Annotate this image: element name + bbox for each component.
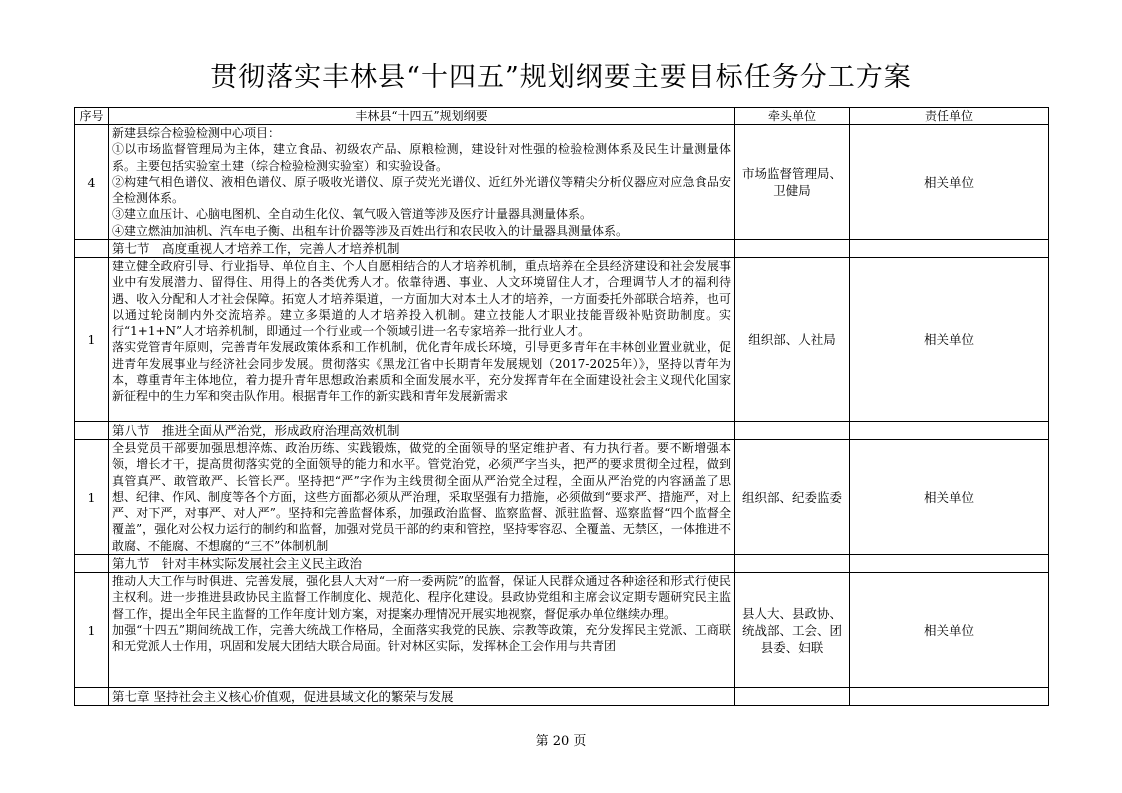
description-paragraph: 建立健全政府引导、行业指导、单位自主、个人自愿相结合的人才培养机制，重点培养在全县经济建设和社会发展事业中有发展潜力、留得住、用得上的各类优秀人才。依靠待遇、事业、人文环境留住人才，合理调节人才的福利待遇、收入分配和人才社会保障。拓宽人才培养渠道，一方面加大对本土人才的培养，一方面委托外部联合培养，也可以通过轮岗制内外交流培养。建立多渠道的人才培养投入机制。建立技能人才职业技能晋级补贴资助制度。实行“1+1+N”人才培养机制，即通过一个行业或一个领域引进一名专家培养一批行业人才。 [112, 259, 731, 339]
section-heading-row [75, 688, 1049, 706]
section-heading-row [75, 240, 1049, 258]
description-paragraph: ②构建气相色谱仪、液相色谱仪、原子吸收光谱仪、原子荧光光谱仪、近红外光谱仪等精尖分析仪器应对应急食品安全检测体系。 [112, 174, 731, 206]
page-title: 贯彻落实丰林县“十四五”规划纲要主要目标任务分工方案 [210, 62, 912, 93]
description-paragraph: ③建立血压计、心脑电图机、全自动生化仪、氧气吸入管道等涉及医疗计量器具测量体系。 [112, 207, 593, 222]
table-header-row [75, 108, 1049, 125]
description-paragraph: ④建立燃油加油机、汽车电子衡、出租车计价器等涉及百姓出行和农民收入的计量器具测量体系。 [112, 223, 629, 238]
section-blank-cell [735, 422, 850, 440]
section-blank-cell [850, 240, 1049, 258]
description-paragraph: 全县党员干部要加强思想淬炼、政治历练、实践锻炼，做党的全面领导的坚定维护者、有力执行者。要不断增强本领，增长才干，提高贯彻落实党的全面领导的能力和水平。管党治党，必须严字当头，把严的要求贯彻全过程，做到真管真严、敢管敢严、长管长严。坚持把“严”字作为主线贯彻全面从严治党全过程，全面从严治党的内容涵盖了思想、纪律、作风、制度等各个方面，这些方面都必须从严治理，采取坚强有力措施，必须做到“要求严、措施严，对上严、对下严，对事严、对人严”。坚持和完善监督体系，加强政治监督、监察监督、派驻监督、巡察监督“四个监督全覆盖”，强化对公权力运行的制约和监督，加强对党员干部的约束和管控，坚持零容忍、全覆盖、无禁区，一体推进不敢腐、不能腐、不想腐的“三不”体制机制 [112, 441, 731, 553]
section-blank-cell [850, 422, 1049, 440]
task-description [109, 440, 735, 555]
section-heading: 第八节 推进全面从严治党，形成政府治理高效机制 [109, 422, 735, 440]
lead-unit: 组织部、纪委监委 [735, 440, 850, 555]
description-paragraph: 加强“十四五”期间统战工作，完善大统战工作格局，全面落实我党的民族、宗教等政策，充分发挥民主党派、工商联和无党派人士作用，巩固和发展大团结大联合局面。针对林区实际，发挥林企工会作用与共青团 [112, 622, 731, 654]
section-blank-cell [735, 555, 850, 573]
task-description [109, 573, 735, 688]
header-responsible-unit: 责任单位 [850, 108, 1049, 125]
lead-unit: 组织部、人社局 [735, 258, 850, 422]
section-heading: 第七节 高度重视人才培养工作，完善人才培养机制 [109, 240, 735, 258]
section-blank-cell [850, 688, 1049, 706]
section-blank-cell [75, 555, 109, 573]
lead-unit: 市场监督管理局、卫健局 [735, 125, 850, 240]
section-heading-row [75, 555, 1049, 573]
task-description [109, 125, 735, 240]
row-number: 4 [75, 125, 109, 240]
section-blank-cell [75, 688, 109, 706]
page-number: 第 20 页 [535, 734, 587, 749]
row-number: 1 [75, 440, 109, 555]
row-number: 1 [75, 573, 109, 688]
section-blank-cell [735, 688, 850, 706]
table-row [75, 125, 1049, 240]
header-seq: 序号 [75, 108, 109, 125]
responsible-unit: 相关单位 [850, 440, 1049, 555]
section-heading: 第九节 针对丰林实际发展社会主义民主政治 [109, 555, 735, 573]
section-heading: 第七章 坚持社会主义核心价值观，促进县域文化的繁荣与发展 [109, 688, 735, 706]
task-description [109, 258, 735, 422]
description-paragraph: ①以市场监督管理局为主体，建立食品、初级农产品、原粮检测，建设针对性强的检验检测体系及民生计量测量体系。主要包括实验室土建（综合检验检测实验室）和实验设备。 [112, 142, 731, 173]
header-plan: 丰林县“十四五”规划纲要 [109, 108, 735, 125]
table-row [75, 573, 1049, 688]
section-heading-row [75, 422, 1049, 440]
responsible-unit: 相关单位 [850, 258, 1049, 422]
table-row [75, 258, 1049, 422]
task-table [74, 107, 1049, 706]
description-paragraph: 落实党管青年原则，完善青年发展政策体系和工作机制，优化青年成长环境，引导更多青年在丰林创业置业就业，促进青年发展事业与经济社会同步发展。贯彻落实《黑龙江省中长期青年发展规划（2017-2025年）》，坚持以青年为本，尊重青年主体地位，着力提升青年思想政治素质和全面发展水平，充分发挥青年在全面建设社会主义现代化国家新征程中的生力军和突击队作用。根据青年工作的新实践和青年发展新需求 [112, 340, 731, 404]
header-lead-unit: 牵头单位 [735, 108, 850, 125]
responsible-unit: 相关单位 [850, 125, 1049, 240]
section-blank-cell [850, 555, 1049, 573]
responsible-unit: 相关单位 [850, 573, 1049, 688]
lead-unit: 县人大、县政协、统战部、工会、团县委、妇联 [735, 573, 850, 688]
description-paragraph: 新建县综合检验检测中心项目： [112, 126, 281, 140]
section-blank-cell [75, 422, 109, 440]
description-paragraph: 推动人大工作与时俱进、完善发展，强化县人大对“一府一委两院”的监督，保证人民群众通过各种途径和形式行使民主权利。进一步推进县政协民主监督工作制度化、规范化、程序化建设。县政协党组和主席会议定期专题研究民主监督工作，提出全年民主监督的工作年度计划方案，对提案办理情况开展实地视察，督促承办单位继续办理。 [112, 574, 731, 621]
row-number: 1 [75, 258, 109, 422]
table-row [75, 440, 1049, 555]
section-blank-cell [735, 240, 850, 258]
section-blank-cell [75, 240, 109, 258]
